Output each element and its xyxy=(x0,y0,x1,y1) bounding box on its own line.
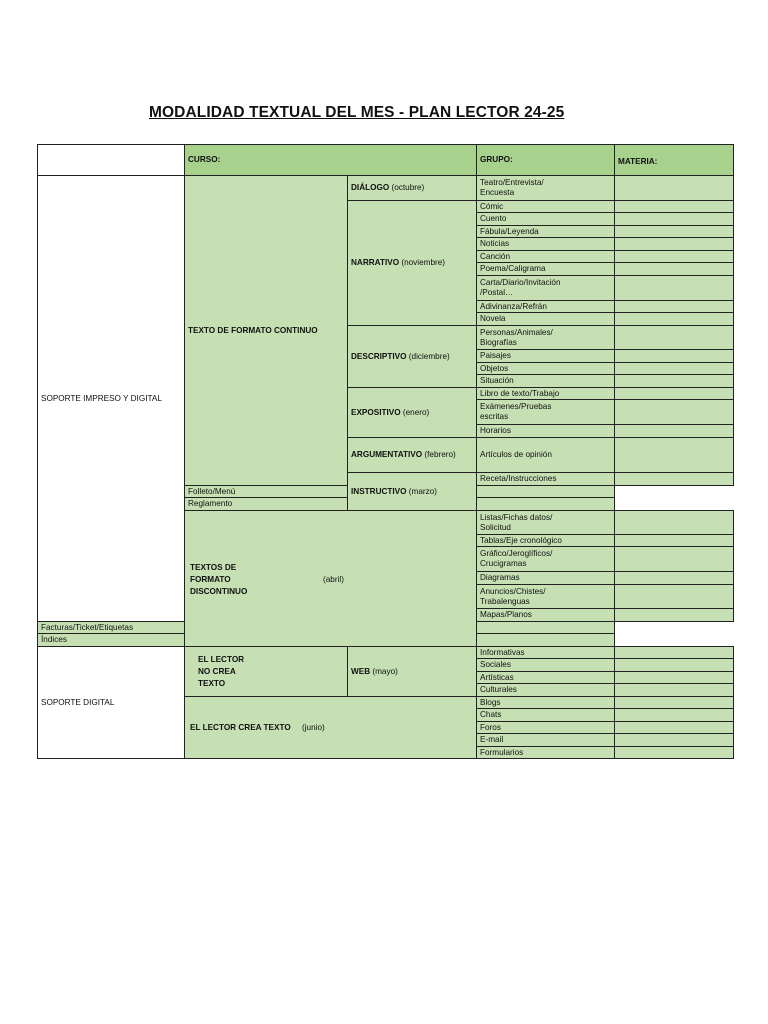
item-cell: Foros xyxy=(477,722,615,734)
item-cell: Novela xyxy=(477,313,615,326)
item-cell: Formularios xyxy=(477,747,615,759)
type-expositivo-name: EXPOSITIVO xyxy=(351,407,401,417)
item-label: Teatro/Entrevista/ xyxy=(480,178,544,187)
materia-cell xyxy=(615,609,734,622)
item-label: Encuesta xyxy=(480,188,515,197)
materia-cell xyxy=(615,535,734,547)
item-cell: Chats xyxy=(477,709,615,722)
item-label: /Postal… xyxy=(480,288,514,297)
materia-cell xyxy=(615,238,734,251)
type-argumentativo-cell xyxy=(348,438,477,473)
crea-month: (junio) xyxy=(301,722,325,732)
materia-cell xyxy=(477,622,615,634)
item-cell: Canción xyxy=(477,251,615,263)
materia-cell xyxy=(615,363,734,375)
item-cell: Folleto/Menú xyxy=(185,486,348,498)
materia-cell xyxy=(615,213,734,226)
header-grupo: GRUPO: xyxy=(477,145,615,176)
type-argumentativo-name: ARGUMENTATIVO xyxy=(351,450,423,459)
type-expositivo-cell xyxy=(348,388,477,438)
item-cell: Fábula/Leyenda xyxy=(477,226,615,238)
materia-cell xyxy=(615,313,734,326)
item-label: Crucigramas xyxy=(480,559,527,568)
item-cell xyxy=(477,276,615,301)
item-cell: Noticias xyxy=(477,238,615,251)
item-cell: Artículos de opinión xyxy=(477,438,615,473)
type-dialogo-month: (octubre) xyxy=(391,183,425,192)
item-label: Biografías xyxy=(480,337,517,347)
item-cell xyxy=(477,511,615,535)
continuo-label: TEXTO DE FORMATO CONTINUO xyxy=(188,325,318,335)
materia-cell xyxy=(477,634,615,647)
materia-cell xyxy=(615,473,734,486)
materia-cell xyxy=(615,672,734,684)
materia-cell xyxy=(615,684,734,697)
no-crea-line2: NO CREA xyxy=(198,666,236,676)
item-cell: Paisajes xyxy=(477,350,615,363)
header-row xyxy=(38,145,734,176)
item-cell: Adivinanza/Refrán xyxy=(477,301,615,313)
item-cell: E-mail xyxy=(477,734,615,747)
item-label: Trabalenguas xyxy=(480,596,530,606)
table-row xyxy=(38,176,734,201)
item-cell: Facturas/Ticket/Etiquetas xyxy=(38,622,185,634)
item-label: Gráfico/Jeroglíficos/ xyxy=(480,549,553,558)
materia-cell xyxy=(615,301,734,313)
discontinuo-block xyxy=(190,559,473,599)
item-cell: Poema/Caligrama xyxy=(477,263,615,276)
materia-cell xyxy=(615,438,734,473)
item-label: Solicitud xyxy=(480,522,511,532)
page-title: MODALIDAD TEXTUAL DEL MES - PLAN LECTOR 24-25 xyxy=(149,104,565,121)
item-cell: Tablas/Eje cronológico xyxy=(477,535,615,547)
no-crea-cell xyxy=(185,647,348,697)
item-label: escritas xyxy=(480,412,509,421)
soporte-impreso-cell xyxy=(38,176,185,622)
type-argumentativo-month: (febrero) xyxy=(424,450,456,459)
discontinuo-line2: FORMATO xyxy=(190,574,231,584)
type-dialogo-cell xyxy=(348,176,477,201)
type-descriptivo-cell xyxy=(348,326,477,388)
materia-cell xyxy=(615,425,734,438)
type-web-name: WEB xyxy=(351,666,371,676)
item-cell: Libro de texto/Trabajo xyxy=(477,388,615,400)
materia-cell xyxy=(615,388,734,400)
soporte-impreso-label: SOPORTE IMPRESO Y DIGITAL xyxy=(41,393,162,403)
item-cell: Cuento xyxy=(477,213,615,226)
item-cell xyxy=(477,326,615,350)
item-cell: Informativas xyxy=(477,647,615,659)
materia-cell xyxy=(477,498,615,511)
materia-cell xyxy=(615,734,734,747)
header-curso: CURSO: xyxy=(185,145,477,176)
item-cell: Objetos xyxy=(477,363,615,375)
no-crea-line3: TEXTO xyxy=(198,678,226,688)
type-web-month: (mayo) xyxy=(372,666,398,676)
materia-cell xyxy=(615,201,734,213)
materia-cell xyxy=(615,350,734,363)
item-cell: Sociales xyxy=(477,659,615,672)
materia-cell xyxy=(615,263,734,276)
item-label: Exámenes/Pruebas xyxy=(480,402,552,411)
soporte-digital-cell xyxy=(38,647,185,759)
materia-cell xyxy=(615,226,734,238)
item-cell xyxy=(477,400,615,425)
type-instructivo-month: (marzo) xyxy=(408,486,437,496)
header-blank-cell xyxy=(38,145,185,176)
item-cell: Artísticas xyxy=(477,672,615,684)
type-descriptivo-name: DESCRIPTIVO xyxy=(351,351,407,361)
crea-label: EL LECTOR CREA TEXTO xyxy=(190,722,291,732)
item-cell: Situación xyxy=(477,375,615,388)
type-descriptivo-month: (diciembre) xyxy=(408,351,450,361)
discontinuo-cell xyxy=(185,511,477,647)
materia-cell xyxy=(615,572,734,585)
type-narrativo-name: NARRATIVO xyxy=(351,258,400,267)
item-label: Carta/Diario/Invitación xyxy=(480,278,561,287)
materia-cell xyxy=(615,251,734,263)
item-label: Personas/Animales/ xyxy=(480,327,553,337)
materia-cell xyxy=(615,276,734,301)
type-web-cell xyxy=(348,647,477,697)
item-cell: Blogs xyxy=(477,697,615,709)
type-dialogo-name: DIÁLOGO xyxy=(351,183,390,192)
type-expositivo-month: (enero) xyxy=(402,407,430,417)
materia-cell xyxy=(615,709,734,722)
table-row xyxy=(38,647,734,659)
materia-cell xyxy=(615,326,734,350)
item-cell xyxy=(477,176,615,201)
materia-cell xyxy=(615,176,734,201)
type-narrativo-month: (noviembre) xyxy=(401,258,446,267)
continuo-cell xyxy=(185,176,348,486)
plan-lector-table xyxy=(37,144,734,759)
item-cell xyxy=(477,585,615,609)
materia-cell xyxy=(615,375,734,388)
materia-cell xyxy=(615,697,734,709)
soporte-digital-label: SOPORTE DIGITAL xyxy=(41,697,115,707)
materia-cell xyxy=(615,659,734,672)
type-instructivo-cell xyxy=(348,473,477,511)
crea-cell xyxy=(185,697,477,759)
discontinuo-line3: DISCONTINUO xyxy=(190,586,248,596)
discontinuo-month: (abril) xyxy=(323,574,344,584)
item-cell: Receta/Instrucciones xyxy=(477,473,615,486)
item-cell: Cómic xyxy=(477,201,615,213)
item-cell xyxy=(477,547,615,572)
materia-cell xyxy=(615,585,734,609)
header-materia: MATERIA: xyxy=(615,145,734,176)
item-label: Listas/Fichas datos/ xyxy=(480,512,553,522)
materia-cell xyxy=(477,486,615,498)
materia-cell xyxy=(615,747,734,759)
type-instructivo-name: INSTRUCTIVO xyxy=(351,486,407,496)
item-cell: Mapas/Planos xyxy=(477,609,615,622)
item-cell: Diagramas xyxy=(477,572,615,585)
discontinuo-line1: TEXTOS DE xyxy=(190,562,237,572)
materia-cell xyxy=(615,547,734,572)
item-label: Anuncios/Chistes/ xyxy=(480,586,546,596)
no-crea-line1: EL LECTOR xyxy=(198,654,245,664)
materia-cell xyxy=(615,511,734,535)
item-cell: Culturales xyxy=(477,684,615,697)
materia-cell xyxy=(615,647,734,659)
item-cell: Índices xyxy=(38,634,185,647)
materia-cell xyxy=(615,400,734,425)
type-narrativo-cell xyxy=(348,201,477,326)
item-cell: Horarios xyxy=(477,425,615,438)
materia-cell xyxy=(615,722,734,734)
item-cell: Reglamento xyxy=(185,498,348,511)
